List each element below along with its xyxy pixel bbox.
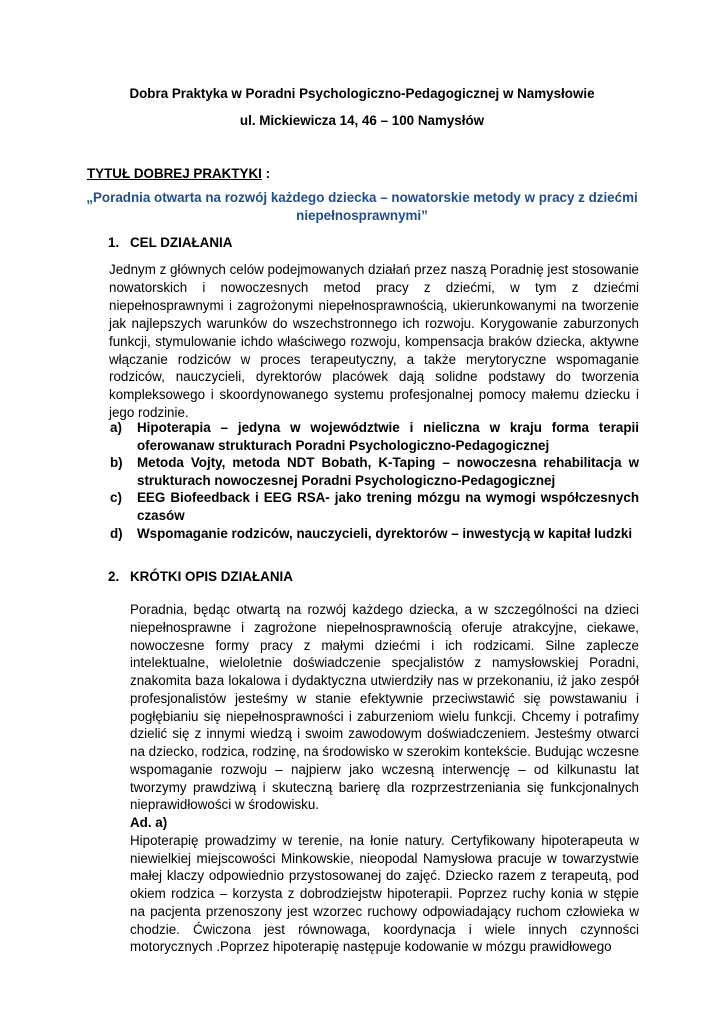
title-label (87, 165, 270, 182)
list-item-letter: b) (110, 455, 123, 471)
list-item-text: EEG Biofeedback i EEG RSA- jako trening mózgu na wymogi współczesnych czasów (137, 490, 639, 523)
section-number: 2. (108, 569, 120, 584)
list-item (110, 489, 639, 524)
title-label-colon: : (261, 166, 271, 181)
list-item-text: Metoda Vojty, metoda NDT Bobath, K-Taping – nowoczesna rehabilitacja w strukturach nowoczesnej Poradni Psychologiczno-Pedagogicznej (137, 455, 639, 488)
ad-a-paragraph: Hipoterapię prowadzimy w terenie, na łonie natury. Certyfikowany hipoterapeuta w niewielkiej miejscowości Minkowskie, nieopodal Namysłowa pracuje w towarzystwie małej klaczy odpowiednio przystosowanej do zajęć. Dziecko razem z terapeutą, pod okiem rodzica – korzysta z dobrodziejstw hipoterapii. Poprzez ruchy konia w stępie na pacjenta przenoszony jest wzorzec ruchowy odpowiadający ruchom człowieka w chodzie. Ćwiczona jest równowaga, koordynacja i wiele innych czynności motorycznych .Poprzez hipoterapię następuje kodowanie w mózgu prawidłowego (130, 832, 639, 955)
goal-list (110, 419, 639, 542)
description-body (130, 601, 639, 956)
section-title: KRÓTKI OPIS DZIAŁANIA (130, 569, 293, 584)
list-item (110, 454, 639, 489)
section-heading-description (108, 568, 293, 585)
title-label-text: TYTUŁ DOBREJ PRAKTYKI (87, 166, 262, 181)
ad-a-label: Ad. a) (130, 815, 168, 830)
header-address: ul. Mickiewicza 14, 46 – 100 Namysłów (239, 113, 485, 128)
header-institution: Dobra Praktyka w Poradni Psychologiczno-Pedagogicznej w Namysłowie (129, 86, 595, 101)
list-item-letter: d) (110, 525, 123, 541)
list-item-text: Wspomaganie rodziców, nauczycieli, dyrektorów – inwestycją w kapitał ludzki (137, 525, 633, 541)
list-item-text: Hipoterapia – jedyna w województwie i nieliczna w kraju forma terapii oferowanaw strukturach Poradni Psychologiczno-Pedagogicznej (137, 420, 639, 453)
list-item-letter: c) (110, 490, 122, 506)
goal-paragraph: Jednym z głównych celów podejmowanych działań przez naszą Poradnię jest stosowanie nowatorskich i nowoczesnych metod pracy z dziećmi, w tym z dziećmi niepełnosprawnymi i zagrożonymi niepełnosprawnością, ukierunkowanymi na tworzenie jak najlepszych warunków do wszechstronnego ich rozwoju. Korygowanie zaburzonych funkcji, stymulowanie ichdo właściwego rozwoju, kompensacja braków dziecka, aktywne włączanie rodziców w proces terapeutyczny, a także merytoryczne wspomaganie rodziców, nauczycieli, dyrektorów placówek dają solidne podstawy do tworzenia kompleksowego i skoordynowanego systemu profesjonalnej pomocy małemu dziecku i jego rodzinie. (109, 262, 639, 421)
description-paragraph: Poradnia, będąc otwartą na rozwój każdego dziecka, a w szczególności na dzieci niepełnosprawne i zagrożone niepełnosprawnością oferuje atrakcyjne, ciekawe, nowoczesne formy pracy z małymi dziećmi i ich rodzicami. Silne zaplecze intelektualne, wieloletnie doświadczenie specjalistów z namysłowskiej Poradni, znakomita baza lokalowa i dydaktyczna utwierdziły nas w przekonaniu, iż jako zespół profesjonalistów jesteśmy w stanie efektywnie przeciwstawić się powstawaniu i pogłębianiu się niepełnosprawności i zaburzeniom wielu funkcji. Chcemy i potrafimy dzielić się z innymi wiedzą i swoim zawodowym doświadczeniem. Jesteśmy otwarci na dziecko, rodzica, rodzinę, na środowisko w szerokim kontekście. Budując wczesne wspomaganie rozwoju – najpierw jako wczesną interwencję – od kilkunastu lat tworzymy prawdziwą i skuteczną barierę dla rozprzestrzeniania się funkcjonalnych nieprawidłowości w środowisku. (130, 602, 639, 813)
list-item-letter: a) (110, 420, 122, 435)
section-number: 1. (108, 235, 120, 250)
list-item (110, 419, 639, 454)
practice-title: „Poradnia otwarta na rozwój każdego dziecka – nowatorskie metody w pracy z dziećmi niepełnosprawnymi” (86, 190, 638, 223)
list-item (110, 525, 639, 543)
section-title: CEL DZIAŁANIA (130, 235, 233, 250)
section-heading-goal (108, 234, 232, 251)
